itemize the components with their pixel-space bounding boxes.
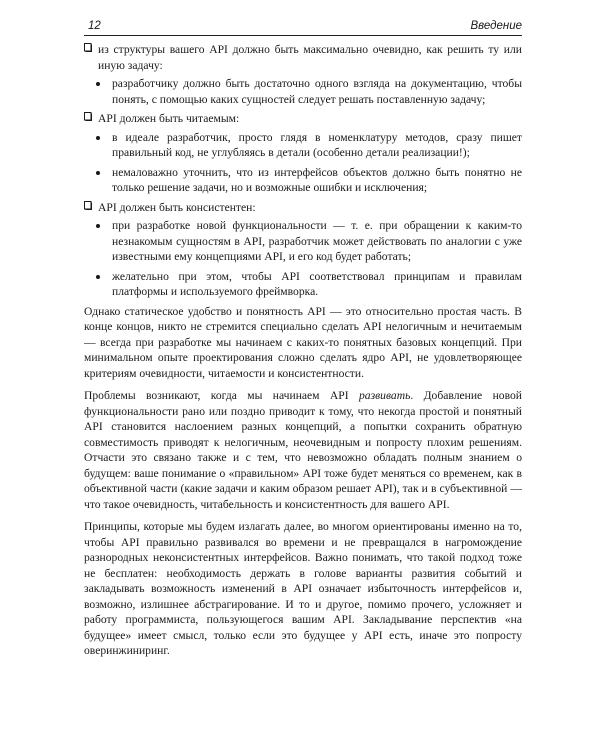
- bullet-icon: [96, 136, 100, 140]
- bullet-item: [84, 130, 522, 161]
- page-body: [84, 42, 522, 659]
- list-item-text: API должен быть читаемым:: [98, 112, 240, 125]
- bullet-icon: [96, 224, 100, 228]
- running-header: [84, 20, 522, 36]
- paragraph-text: Проблемы возникают, когда мы начинаем API: [84, 389, 359, 402]
- checkbox-square-icon: [84, 112, 92, 121]
- bullet-text: в идеале разработчик, просто глядя в номенклатуру методов, сразу пишет правильный код, не углубляясь в детали (особенно детали реализации!);: [112, 130, 522, 159]
- bullet-icon: [96, 82, 100, 86]
- list-item: [84, 200, 522, 216]
- paragraph-text: . Добавление новой функциональности рано или поздно приводит к тому, что некогда простой и понятный API становится наслоением разных концепций, а попытки сохранить обратную совместимость приводят к нелогичным, неочевидным и попросту плохим решениям. Отчасти это связано также и с тем, что невозможно обладать полным знанием о будущем: ваше понимание о «правильном» API тоже будет меняться со временем, как в объективной части (какие задачи и каким образом решает API), так и в субъективной — что такое очевидность, читабельность и консистентность для вашего API.: [84, 389, 522, 511]
- paragraph: Однако статическое удобство и понятность API — это относительно простая часть. В конце концов, никто не стремится специально сделать API нелогичным и нечитаемым — всегда при разработке мы начинаем с каких-то понятных базовых концепций. При минимальном опыте проектирования сложно сделать ядро API, не удовлетворяющее критериям очевидности, читаемости и консистентности.: [84, 304, 522, 380]
- requirement-item: [84, 42, 522, 107]
- bullet-text: при разработке новой функциональности — т. е. при обращении к каким-то незнакомым сущностям в API, разработчик может действовать по аналогии с уже известными ему концепциями API, и его код будет работать;: [112, 219, 522, 263]
- bullet-text: желательно при этом, чтобы API соответствовал принципам и правилам платформы и используемого фреймворка.: [112, 269, 522, 298]
- requirement-item: [84, 200, 522, 300]
- bullet-text: разработчику должно быть достаточно одного взгляда на документацию, чтобы понять, с помощью каких сущностей следует решать поставленную задачу;: [112, 77, 522, 106]
- section-title: Введение: [470, 20, 522, 32]
- paragraph: Принципы, которые мы будем излагать далее, во многом ориентированы именно на то, чтобы API правильно развивался во времени и не превращался в нагромождение разнородных неконсистентных интерфейсов. Важно понимать, что такой подход тоже не бесплатен: необходимость держать в голове варианты развития событий и закладывать возможность изменений в API означает избыточность интерфейсов и, возможно, излишнее абстрагирование. И то и другое, помимо прочего, усложняет и работу программиста, пользующегося вашим API. Закладывание перспектив «на будущее» имеет смысл, только если это будущее у API есть, иначе это попросту оверинжиниринг.: [84, 520, 522, 657]
- list-item-text: из структуры вашего API должно быть максимально очевидно, как решить ту или иную задачу:: [98, 43, 522, 72]
- checkbox-square-icon: [84, 201, 92, 210]
- bullet-icon: [96, 275, 100, 279]
- bullet-item: [84, 165, 522, 196]
- bullet-icon: [96, 171, 100, 175]
- bullet-item: [84, 269, 522, 300]
- paragraph: [84, 388, 522, 512]
- bullet-item: [84, 76, 522, 107]
- requirement-item: [84, 111, 522, 196]
- page-number: 12: [88, 20, 101, 32]
- emphasis-text: развивать: [359, 389, 411, 402]
- list-item-text: API должен быть консистентен:: [98, 200, 256, 214]
- list-item: [84, 111, 522, 127]
- bullet-item: [84, 218, 522, 265]
- list-item: [84, 42, 522, 73]
- checkbox-square-icon: [84, 43, 92, 52]
- book-page: [84, 20, 522, 666]
- bullet-text: немаловажно уточнить, что из интерфейсов объектов должно быть понятно не только решение задачи, но и возможные ошибки и исключения;: [112, 165, 522, 194]
